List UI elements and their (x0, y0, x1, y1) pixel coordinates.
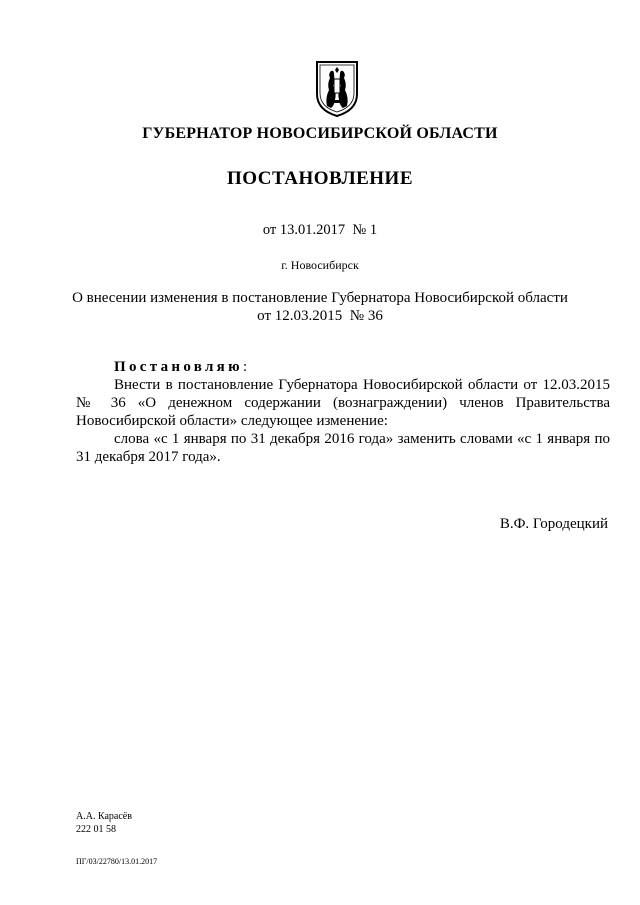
document-subject (0, 289, 640, 325)
city-line: г. Новосибирск (281, 258, 359, 272)
decree-colon: : (242, 359, 248, 375)
decree-word (76, 358, 640, 376)
subject-line-2: от 12.03.2015 № 36 (257, 308, 383, 324)
signatory-name: В.Ф. Городецкий (499, 516, 608, 532)
organization-heading: ГУБЕРНАТОР НОВОСИБИРСКОЙ ОБЛАСТИ (142, 125, 498, 142)
executor-phone: 222 01 58 (76, 824, 116, 835)
decree-word-text: Постановляю (114, 359, 243, 375)
document-id: ПГ/03/22780/13.01.2017 (76, 857, 158, 866)
body-paragraph-2: слова «с 1 января по 31 декабря 2016 года» заменить словами «с 1 января по 31 декабря 2017 года». (76, 431, 610, 465)
document-type-heading: ПОСТАНОВЛЕНИЕ (226, 168, 414, 189)
date-and-number: от 13.01.2017 № 1 (262, 222, 378, 238)
body-paragraph-1: Внести в постановление Губернатора Новосибирской области от 12.03.2015 № 36 «О денежном содержании (вознаграждении) членов Правительства Новосибирской области» следующее изменение: (76, 377, 610, 429)
executor-name: А.А. Карасёв (76, 811, 132, 822)
subject-line-1: О внесении изменения в постановление Губернатора Новосибирской области (72, 290, 568, 306)
coat-of-arms-icon (315, 60, 359, 118)
